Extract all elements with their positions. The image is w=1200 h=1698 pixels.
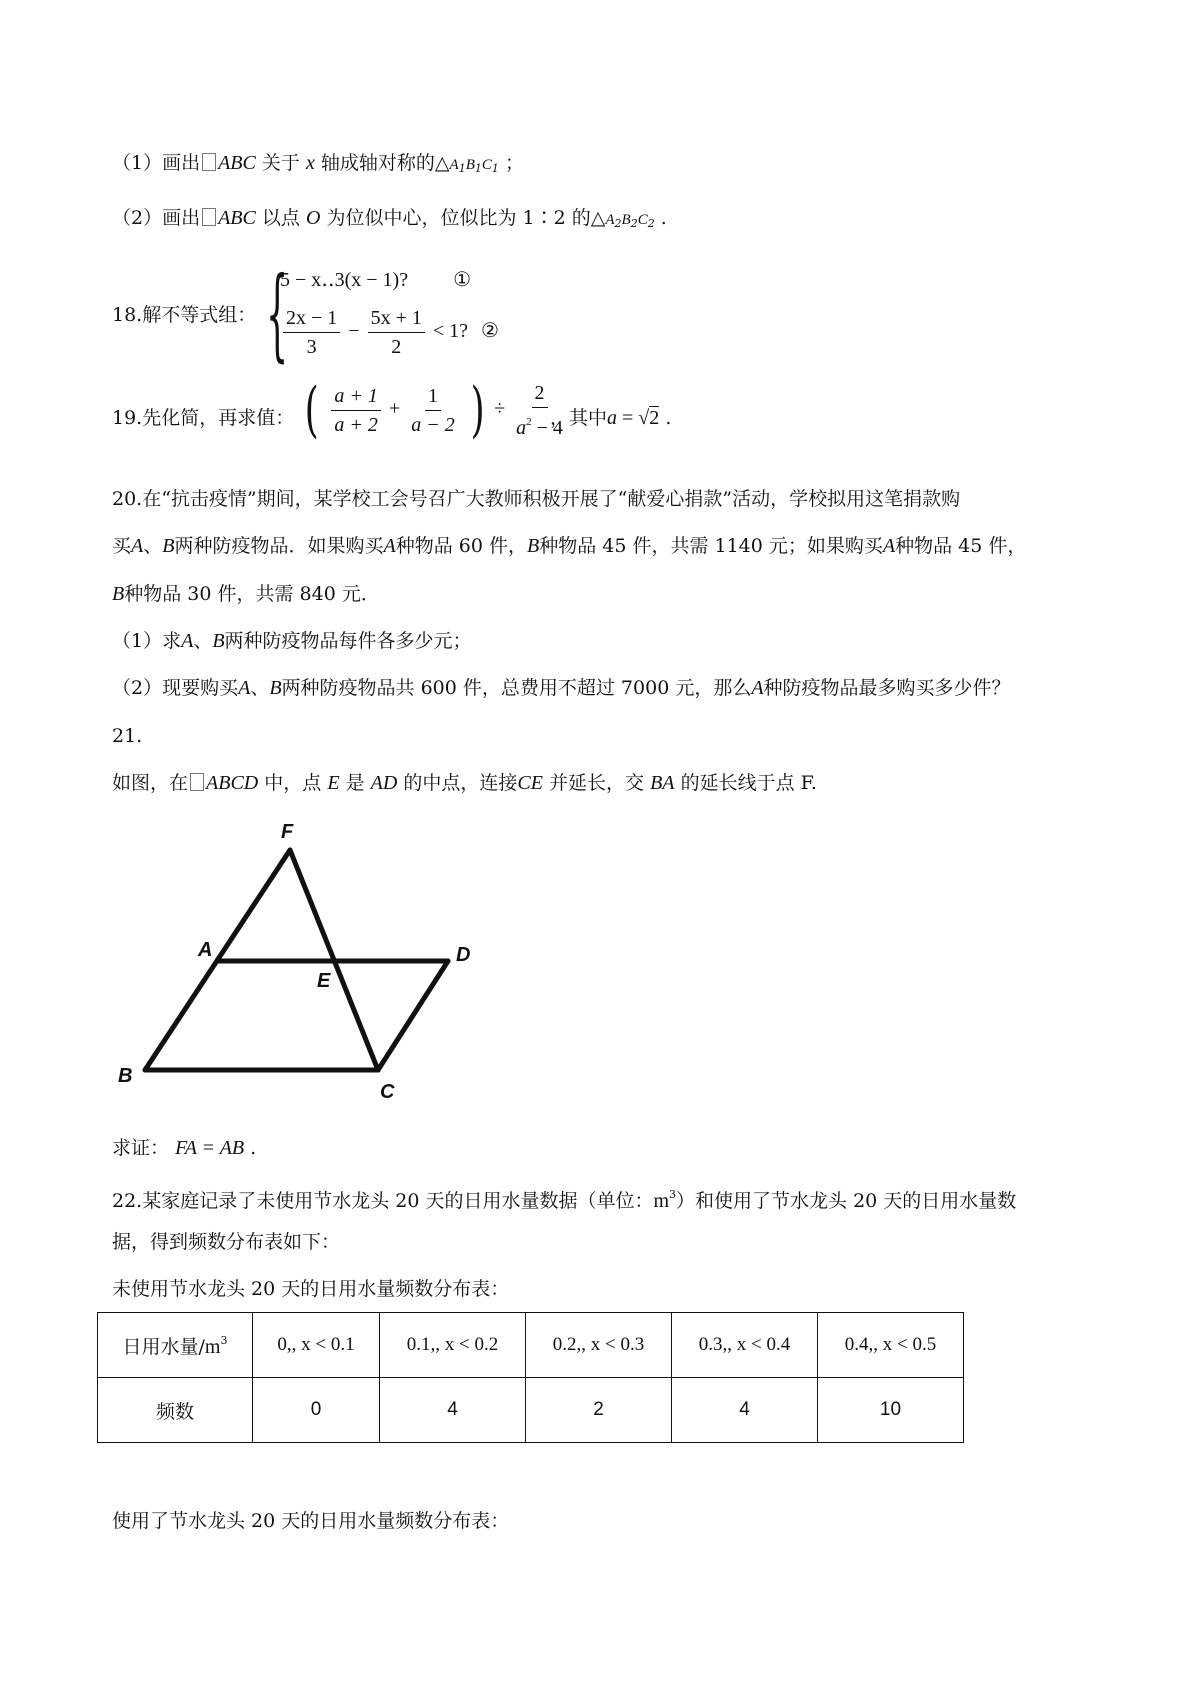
- q20-l2-sep: 、: [143, 535, 163, 557]
- q19-frac3-num: 2: [532, 381, 548, 408]
- q21-figure: [100, 810, 500, 1110]
- q21-abcd: ABCD: [206, 772, 259, 794]
- q20-s2-pre: （2）现要购买: [112, 677, 239, 699]
- q17-sub1-c: 1: [491, 162, 499, 175]
- table-range-cell: 0.3,, x < 0.4: [672, 1313, 818, 1378]
- q18-brace: {: [266, 255, 289, 372]
- q20-l3-b: B: [112, 583, 125, 605]
- q19-frac1: [331, 384, 381, 437]
- table-header-label: [98, 1313, 253, 1378]
- q20-line2: [112, 533, 1026, 559]
- table-range-cell: 0,, x < 0.1: [253, 1313, 380, 1378]
- q19-frac1-den: a + 2: [334, 413, 378, 436]
- q17-a1: A: [449, 157, 459, 173]
- q21-prove: [112, 1135, 256, 1161]
- q17-part1-prefix: （1）画出: [112, 152, 201, 174]
- table-count-cell: 4: [672, 1378, 818, 1443]
- q18-tail: < 1?: [432, 320, 468, 343]
- fig-label-e: E: [317, 970, 331, 992]
- table-count-cell: 10: [818, 1378, 964, 1443]
- q20-s2-b: B: [269, 677, 282, 699]
- q20-s1-pre: （1）求: [112, 630, 182, 652]
- q20-l2-text1: 两种防疫物品．如果购买: [174, 535, 384, 557]
- q20-s2-text: 两种防疫物品共 600 件，总费用不超过 7000 元，那么: [281, 677, 752, 699]
- table-count-cell: 4: [380, 1378, 526, 1443]
- q20-line1: 20.在“抗击疫情”期间，某学校工会号召广大教师积极开展了“献爱心捐款”活动，学校拟用这笔捐款购: [112, 488, 961, 510]
- fig-label-a: A: [198, 939, 213, 961]
- q21-prove-pre: 求证：: [112, 1137, 170, 1159]
- header-unit: m: [204, 1335, 221, 1358]
- fig-label-d: D: [456, 944, 471, 966]
- q18-ineq1: [280, 266, 471, 293]
- q17-triangle-abc: ABC: [218, 152, 256, 174]
- q22-table2-caption: 使用了节水龙头 20 天的日用水量频数分布表：: [112, 1510, 510, 1532]
- q20-s1-rest: 两种防疫物品每件各多少元；: [224, 630, 472, 652]
- sqrt-icon: √: [638, 407, 650, 429]
- q20-l2-pre: 买: [112, 535, 132, 557]
- q19-mid: ，其中: [550, 407, 608, 429]
- q17-triangle-abc-2: ABC: [218, 207, 256, 229]
- q19-cond-root: 2: [649, 407, 660, 429]
- q17-a2: A: [605, 212, 615, 228]
- q17-c2: C: [637, 212, 648, 228]
- q18-circle-2: ②: [481, 318, 499, 343]
- q21-prove-expr: FA = AB: [175, 1137, 245, 1159]
- q20-sub2: [112, 675, 1011, 701]
- q22-unit-exp: 3: [669, 1188, 677, 1201]
- q20-s2-sep: 、: [250, 677, 270, 699]
- q18-minus: −: [348, 320, 360, 343]
- q21-ba: BA: [650, 772, 675, 794]
- header-label-text: 日用水量/: [122, 1335, 205, 1358]
- q20-l2-text3: 种物品 45 件，共需 1140 元；如果购买: [539, 535, 883, 557]
- q19-frac3-den-exp: 2: [526, 415, 532, 428]
- q19-left-paren: (: [304, 375, 319, 445]
- q17-part1: [112, 150, 524, 182]
- q20-s1-b: B: [212, 630, 225, 652]
- q22-line1: [112, 1182, 1016, 1214]
- q17-sub1-a: 1: [458, 162, 466, 175]
- q18-frac1-num: 2x − 1: [283, 306, 340, 333]
- triangle-symbol-icon: [202, 153, 216, 171]
- q17-x-axis-var: x: [305, 152, 315, 174]
- q20-l2-text4: 种物品 45 件，: [895, 535, 1027, 557]
- q17-c1: C: [481, 157, 492, 173]
- q17-b1: B: [465, 157, 475, 173]
- q17-part2-text: 为位似中心，位似比为 1∶2 的△: [326, 207, 606, 229]
- q20-sub1: [112, 628, 472, 654]
- q19-frac2-num: 1: [425, 384, 441, 411]
- q21-pre: 如图，在: [112, 772, 189, 794]
- line-c-to-d: [378, 961, 448, 1070]
- q17-point-o: O: [305, 207, 321, 229]
- q17-sub2-b: 2: [630, 217, 638, 230]
- q17-part2: [112, 205, 667, 237]
- q21-mid3: 的中点，连接: [403, 772, 518, 794]
- q20-s2-a: A: [238, 677, 251, 699]
- table-count-cell: 2: [526, 1378, 672, 1443]
- fig-label-f: F: [281, 821, 294, 843]
- q19-right-paren: ): [470, 375, 485, 445]
- q21-end: 的延长线于点 F.: [680, 772, 817, 794]
- q19-plus: +: [388, 397, 401, 420]
- q22-frequency-table: [97, 1312, 964, 1443]
- q18-frac2-num: 5x + 1: [368, 306, 425, 333]
- q20-s2-rest: 种防疫物品最多购买多少件？: [763, 677, 1011, 699]
- fig-label-c: C: [380, 1081, 395, 1103]
- fig-label-b: B: [118, 1065, 133, 1087]
- q19-end: .: [665, 407, 672, 429]
- q17-part2-prefix: （2）画出: [112, 207, 201, 229]
- q19-label: 19.先化简，再求值：: [112, 407, 295, 429]
- q21-mid2: 是: [345, 772, 365, 794]
- q20-l2-a3: A: [882, 535, 896, 557]
- q22-line2: 据，得到频数分布表如下：: [112, 1231, 341, 1253]
- q19-expression: [300, 375, 569, 445]
- q22-l1-pre: 22.某家庭记录了未使用节水龙头 20 天的日用水量数据（单位：: [112, 1190, 654, 1212]
- q20-l2-text2: 种物品 60 件，: [395, 535, 527, 557]
- q19-frac2-den: a − 2: [411, 413, 455, 436]
- table-row: [98, 1313, 964, 1378]
- q17-sub2-a: 2: [614, 217, 622, 230]
- header-unit-exp: 3: [220, 1333, 228, 1347]
- table-row: [98, 1378, 964, 1443]
- q18-frac2-den: 2: [391, 336, 402, 358]
- table-count-cell: 0: [253, 1378, 380, 1443]
- q20-l3-rest: 种物品 30 件，共需 840 元．: [124, 583, 380, 605]
- q20-l2-b2: B: [526, 535, 540, 557]
- table-range-cell: 0.1,, x < 0.2: [380, 1313, 526, 1378]
- table-range-cell: 0.4,, x < 0.5: [818, 1313, 964, 1378]
- q20-l2-a: A: [131, 535, 144, 557]
- q19-cond-a: a: [607, 407, 618, 429]
- q21-ce: CE: [517, 772, 543, 794]
- q18-ineq2: [280, 306, 499, 359]
- q18-frac1: [283, 306, 340, 359]
- q20-line3: [112, 581, 380, 607]
- q19-cond-eq: =: [617, 407, 639, 429]
- q21-mid1: 中，点: [264, 772, 322, 794]
- q20-s1-sep: 、: [193, 630, 213, 652]
- triangle-symbol-icon: [202, 208, 216, 226]
- q17-sub2-c: 2: [647, 217, 655, 230]
- q22-l1-post: ）和使用了节水龙头 20 天的日用水量数: [676, 1190, 1017, 1212]
- table-row-label: 频数: [98, 1378, 253, 1443]
- q19-frac1-num: a + 1: [331, 384, 381, 411]
- q20-s1-a: A: [181, 630, 194, 652]
- q21-label: 21.: [112, 725, 143, 747]
- q17-part1-about: 关于: [261, 152, 300, 174]
- q17-part2-end: .: [660, 207, 667, 229]
- q19-frac2: [408, 384, 458, 437]
- parallelogram-symbol-icon: [190, 773, 204, 791]
- q17-part2-with-point: 以点: [261, 207, 300, 229]
- q21-mid4: 并延长，交: [549, 772, 645, 794]
- q20-l2-b: B: [162, 535, 175, 557]
- q17-b2: B: [621, 212, 631, 228]
- q19-div: ÷: [494, 397, 506, 420]
- q21-statement: [112, 770, 817, 796]
- q18-frac1-den: 3: [306, 336, 317, 358]
- q21-ad: AD: [370, 772, 398, 794]
- q21-e: E: [327, 772, 340, 794]
- q20-s2-a2: A: [751, 677, 764, 699]
- q22-unit-m: m: [653, 1190, 670, 1212]
- q20-l2-a2: A: [383, 535, 396, 557]
- q21-prove-end: .: [250, 1137, 257, 1159]
- q19-frac3-den-base: a: [516, 416, 527, 439]
- table-range-cell: 0.2,, x < 0.3: [526, 1313, 672, 1378]
- q19-frac3-den-tail: − 4: [531, 416, 563, 439]
- q17-part1-end: ；: [504, 152, 524, 174]
- q18-ineq1-text: 5 − x‥3(x − 1)?: [280, 269, 409, 291]
- q17-sub1-b: 1: [474, 162, 482, 175]
- q18-circle-1: ①: [453, 267, 472, 291]
- q18-frac2: [368, 306, 425, 359]
- q17-part1-text: 轴成轴对称的△: [320, 152, 450, 174]
- q19-condition: [550, 405, 671, 431]
- q22-table1-caption: 未使用节水龙头 20 天的日用水量频数分布表：: [112, 1278, 510, 1300]
- q18-label: 18.解不等式组：: [112, 304, 257, 326]
